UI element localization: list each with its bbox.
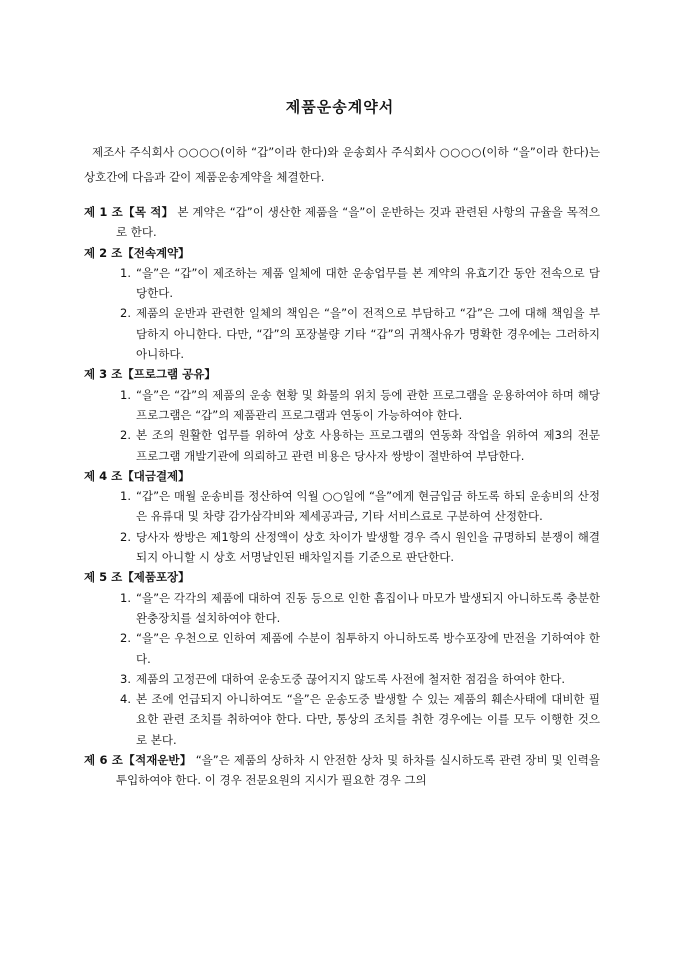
article <box>84 466 600 567</box>
article <box>84 243 600 365</box>
clause-list <box>84 486 600 567</box>
clause-list <box>84 588 600 750</box>
article-heading: 제 1 조【목 적】 <box>84 205 174 219</box>
article-list <box>84 202 600 791</box>
clause-number: 2. <box>120 529 131 544</box>
article-text: “을”은 제품의 상하차 시 안전한 상차 및 하차를 실시하도록 관련 장비 및 인력을 투입하여야 한다. 이 경우 전문요원의 지시가 필요한 경우 그의 <box>116 753 600 788</box>
clause-text: “을”은 “갑”이 제조하는 제품 일체에 대한 운송업무를 본 계약의 유효기간 동안 전속으로 담당한다. <box>136 265 600 301</box>
clause-item <box>84 527 600 568</box>
clause-number: 1. <box>120 590 131 605</box>
article-line <box>84 466 600 486</box>
article <box>84 567 600 750</box>
article-text: 본 계약은 “갑”이 생산한 제품을 “을”이 운반하는 것과 관련된 사항의 규율을 목적으로 한다. <box>116 205 601 240</box>
article-line <box>84 202 600 243</box>
clause-item <box>84 425 600 466</box>
clause-number: 4. <box>120 692 131 707</box>
clause-text: 당사자 쌍방은 제1항의 산정액이 상호 차이가 발생할 경우 즉시 원인을 규명하되 분쟁이 해결되지 아니할 시 상호 서명날인된 배차일지를 기준으로 판단한다. <box>136 529 600 565</box>
article <box>84 202 600 243</box>
clause-item <box>84 486 600 527</box>
preamble: 제조사 주식회사 ○○○○(이하 “갑”이라 한다)와 운송회사 주식회사 ○○○○(이하 “을”이라 한다)는 상호간에 다음과 같이 제품운송계약을 체결한다. <box>84 145 600 184</box>
article <box>84 364 600 465</box>
article-line <box>84 750 600 791</box>
clause-item <box>84 669 600 689</box>
clause-number: 1. <box>120 387 131 402</box>
clause-number: 1. <box>120 489 131 504</box>
clause-item <box>84 689 600 750</box>
clause-text: 제품의 고정끈에 대하여 운송도중 끊어지지 않도록 사전에 철저한 점검을 하여야 한다. <box>136 671 566 686</box>
clause-text: “을”은 각각의 제품에 대하여 진동 등으로 인한 흠집이나 마모가 발생되지 아니하도록 충분한 완충장치를 설치하여야 한다. <box>136 590 600 625</box>
clause-item <box>84 588 600 629</box>
clause-number: 2. <box>120 428 131 443</box>
clause-text: 본 조의 원활한 업무를 위하여 상호 사용하는 프로그램의 연동화 작업을 위하여 제3의 전문 프로그램 개발기관에 의뢰하고 관련 비용은 당사자 쌍방이 절반하여 부담한다. <box>136 428 600 463</box>
clause-list <box>84 385 600 466</box>
clause-item <box>84 263 600 304</box>
clause-text: “을”은 우천으로 인하여 제품에 수분이 침투하지 아니하도록 방수포장에 만전을 기하여야 한다. <box>136 631 600 666</box>
clause-number: 2. <box>120 306 131 321</box>
article-heading: 제 2 조【전속계약】 <box>84 245 190 260</box>
article-heading: 제 3 조【프로그램 공유】 <box>84 367 216 382</box>
clause-list <box>84 263 600 364</box>
clause-text: 본 조에 언급되지 아니하여도 “을”은 운송도중 발생할 수 있는 제품의 훼손사태에 대비한 필요한 관련 조치를 취하여야 한다. 다만, 통상의 조치를 취한 경우에는 이를 모두 이행한 것으로 본다. <box>136 692 600 747</box>
article-heading: 제 4 조【대금결제】 <box>84 468 190 483</box>
article-heading: 제 5 조【제품포장】 <box>84 570 190 585</box>
article-line <box>84 567 600 587</box>
article-line <box>84 364 600 384</box>
article-line <box>84 243 600 263</box>
clause-item <box>84 628 600 669</box>
clause-item <box>84 303 600 364</box>
article-heading: 제 6 조【적재운반】 <box>84 753 192 768</box>
clause-item <box>84 385 600 426</box>
document-title: 제품운송계약서 <box>285 98 395 116</box>
clause-number: 3. <box>120 671 131 686</box>
clause-number: 2. <box>120 631 131 646</box>
article <box>84 750 600 791</box>
clause-number: 1. <box>120 265 131 280</box>
clause-text: “갑”은 매월 운송비를 정산하여 익월 ○○일에 “을”에게 현금입금 하도록 하되 운송비의 산정은 유류대 및 차량 감가삼각비와 제세공과금, 기타 서비스료로 구분하여 산정한다. <box>136 489 600 524</box>
clause-text: “을”은 “갑”의 제품의 운송 현황 및 화물의 위치 등에 관한 프로그램을 운용하여야 하며 해당 프로그램은 “갑”의 제품관리 프로그램과 연동이 가능하여야 한다. <box>136 387 600 422</box>
clause-text: 제품의 운반과 관련한 일체의 책임은 “을”이 전적으로 부담하고 “갑”은 그에 대해 책임을 부담하지 아니한다. 다만, “갑”의 포장불량 기타 “갑”의 귀책사유가 명확한 경우에는 그러하지 아니하다. <box>136 306 600 362</box>
